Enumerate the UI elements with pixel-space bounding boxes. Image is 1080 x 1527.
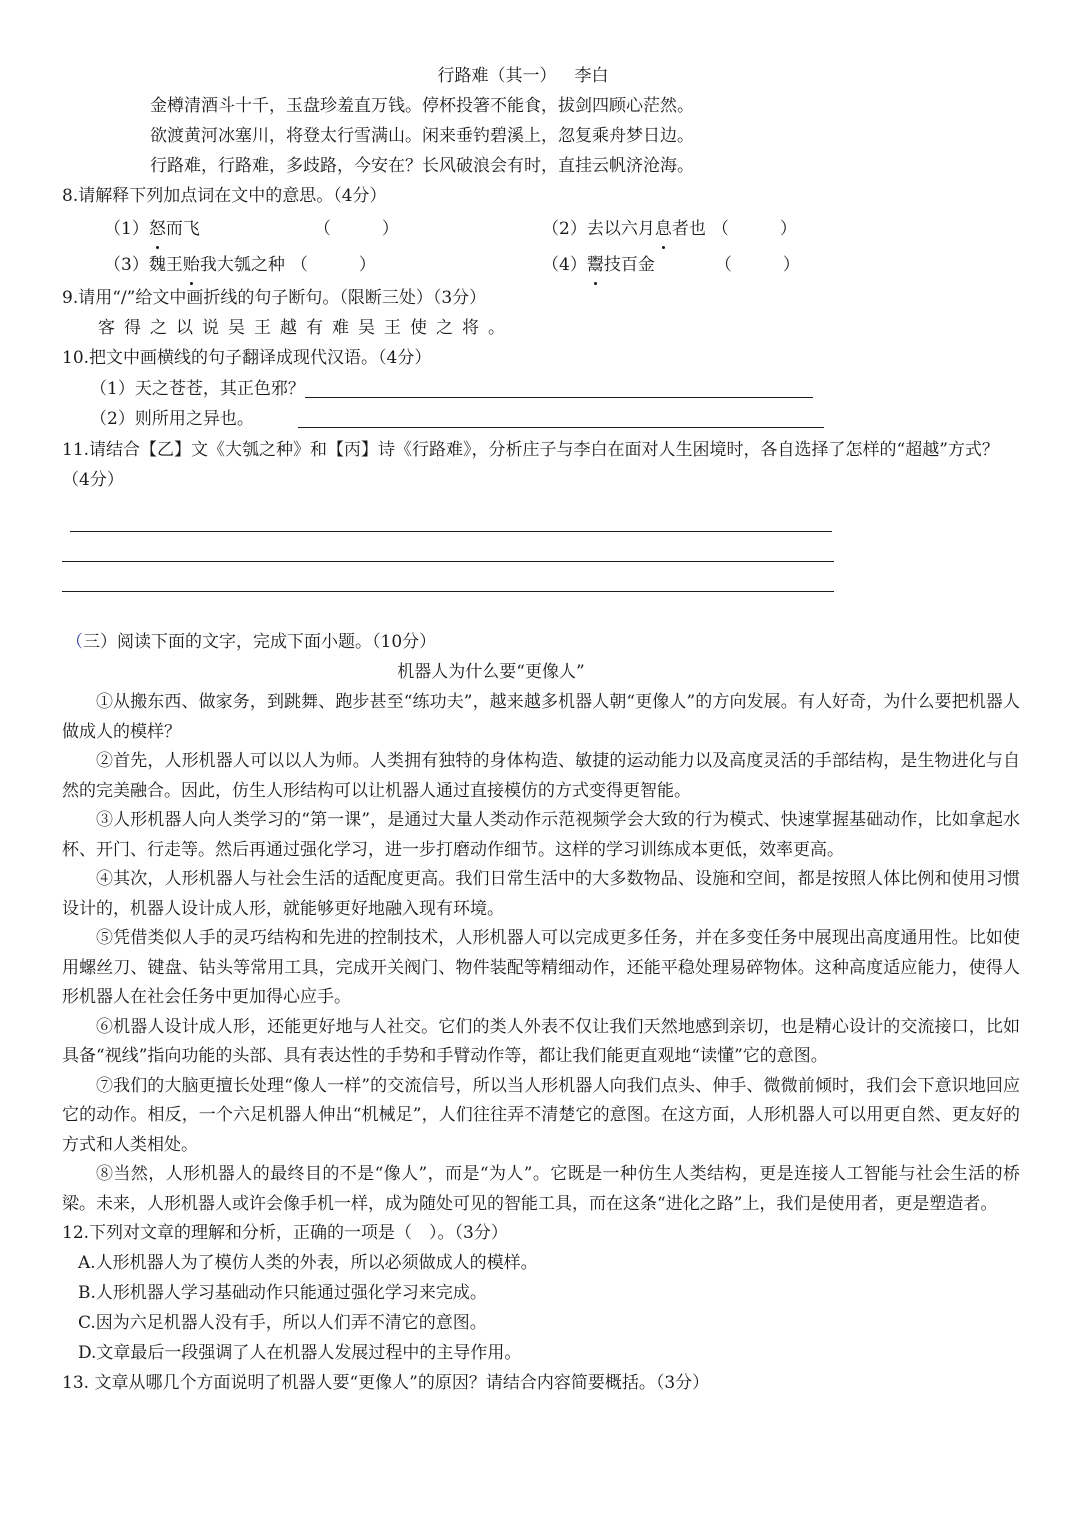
item-text-post: 者也 bbox=[671, 219, 706, 240]
poem-line: 行路难，行路难，多歧路，今安在？长风破浪会有时，直挂云帆济沧海。 bbox=[150, 156, 694, 176]
option-d[interactable]: D.文章最后一段强调了人在机器人发展过程中的主导作用。 bbox=[78, 1343, 522, 1363]
question-9-sentence: 客得之以说吴王越有难吴王使之将。 bbox=[98, 318, 514, 338]
item-text-pre: 去以六月 bbox=[586, 219, 655, 240]
item-number: （4） bbox=[542, 255, 587, 276]
article-paragraph: ⑧当然，人形机器人的最终目的不是“像人”，而是“为人”。它既是一种仿生人类结构，更是连接人工智能与社会生活的桥梁。未来，人形机器人或许会像手机一样，成为随处可见的智能工具，而在这条“进化之路”上，我们是使用者，更是塑造者。 bbox=[62, 1164, 1020, 1214]
poem-title-text: 行路难（其一） bbox=[437, 66, 557, 86]
question-10-item-1 bbox=[62, 374, 1020, 404]
question-8-item-3 bbox=[62, 251, 542, 281]
question-8-item-2 bbox=[542, 215, 1020, 245]
question-10-item-2 bbox=[62, 404, 1020, 434]
option-a[interactable]: A.人形机器人为了模仿人类的外表，所以必须做成人的模样。 bbox=[78, 1253, 538, 1273]
poem-line: 欲渡黄河冰塞川，将登太行雪满山。闲来垂钓碧溪上，忽复乘舟梦日边。 bbox=[150, 126, 694, 146]
answer-blank[interactable]: （ ） bbox=[290, 255, 376, 276]
item-number: （3） bbox=[104, 255, 149, 276]
section-open-paren: （ bbox=[66, 632, 83, 652]
question-9-stem: 9.请用“/”给文中画折线的句子断句。（限断三处）（3分） bbox=[62, 288, 487, 308]
question-8-stem: 8.请解释下列加点词在文中的意思。（4分） bbox=[62, 186, 387, 206]
poem-line: 金樽清酒斗十千，玉盘珍羞直万钱。停杯投箸不能食，拔剑四顾心茫然。 bbox=[150, 96, 694, 116]
item-text-post: 技百金 bbox=[603, 255, 655, 276]
option-c[interactable]: C.因为六足机器人没有手，所以人们弄不清它的意图。 bbox=[78, 1313, 487, 1333]
item-text-post: 而飞 bbox=[165, 219, 200, 240]
question-8-row bbox=[62, 248, 1020, 284]
option-b[interactable]: B.人形机器人学习基础动作只能通过强化学习来完成。 bbox=[78, 1283, 487, 1303]
translate-sentence: （2）则所用之异也。 bbox=[90, 408, 254, 429]
item-number: （1） bbox=[104, 219, 149, 240]
item-text-pre: 魏王 bbox=[148, 255, 183, 276]
answer-blank[interactable]: （ ） bbox=[711, 219, 797, 240]
article-title: 机器人为什么要“更像人” bbox=[397, 662, 585, 682]
question-13-stem: 13. 文章从哪几个方面说明了机器人要“更像人”的原因？请结合内容简要概括。（3分） bbox=[62, 1373, 710, 1393]
answer-line[interactable] bbox=[305, 377, 813, 398]
question-8-item-4 bbox=[542, 251, 1020, 281]
article-paragraph: ②首先，人形机器人可以以人为师。人类拥有独特的身体构造、敏捷的运动能力以及高度灵活的手部结构，是生物进化与自然的完美融合。因此，仿生人形结构可以让机器人通过直接模仿的方式变得更智能。 bbox=[62, 751, 1020, 801]
dotted-word: 鬻 bbox=[587, 251, 604, 281]
item-number: （2） bbox=[542, 219, 587, 240]
question-11-stem: 11.请结合【乙】文《大瓠之种》和【丙】诗《行路难》，分析庄子与李白在面对人生困境时，各自选择了怎样的“超越”方式？（4分） bbox=[62, 440, 999, 490]
poem-author: 李白 bbox=[574, 66, 609, 86]
article-paragraph: ⑤凭借类似人手的灵巧结构和先进的控制技术，人形机器人可以完成更多任务，并在多变任务中展现出高度通用性。比如使用螺丝刀、键盘、钻头等常用工具，完成开关阀门、物件装配等精细动作，还能平稳处理易碎物体。这种高度适应能力，使得人形机器人在社会任务中更加得心应手。 bbox=[62, 928, 1020, 1007]
article-paragraph: ③人形机器人向人类学习的“第一课”，是通过大量人类动作示范视频学会大致的行为模式、快速掌握基础动作，比如拿起水杯、开门、行走等。然后再通过强化学习，进一步打磨动作细节。这样的学习训练成本更低，效率更高。 bbox=[62, 810, 1020, 860]
translate-sentence: （1）天之苍苍，其正色邪？ bbox=[90, 378, 305, 399]
question-10-stem: 10.把文中画横线的句子翻译成现代汉语。（4分） bbox=[62, 348, 432, 368]
section-3-heading-text: 三）阅读下面的文字，完成下面小题。（10分） bbox=[83, 632, 437, 652]
answer-line[interactable] bbox=[298, 407, 824, 428]
question-12-stem: 12.下列对文章的理解和分析，正确的一项是（ ）。（3分） bbox=[62, 1223, 508, 1243]
item-text-post: 我大瓠之种 bbox=[199, 255, 285, 276]
poem-title bbox=[62, 62, 1020, 92]
answer-blank[interactable]: （ ） bbox=[313, 219, 399, 240]
dotted-word: 贻 bbox=[183, 251, 200, 281]
section-3-heading bbox=[62, 628, 1020, 658]
dotted-word: 息 bbox=[655, 215, 672, 245]
article-paragraph: ⑦我们的大脑更擅长处理“像人一样”的交流信号，所以当人形机器人向我们点头、伸手、微微前倾时，我们会下意识地回应它的动作。相反，一个六足机器人伸出“机械足”，人们往往弄不清楚它的意图。在这方面，人形机器人可以用更自然、更友好的方式和人类相处。 bbox=[62, 1075, 1020, 1155]
question-8-row bbox=[62, 212, 1020, 248]
article-paragraph: ①从搬东西、做家务，到跳舞、跑步甚至“练功夫”，越来越多机器人朝“更像人”的方向发展。有人好奇，为什么要把机器人做成人的模样？ bbox=[62, 692, 1020, 742]
exam-page bbox=[62, 62, 1020, 1399]
answer-blank[interactable]: （ ） bbox=[714, 255, 800, 276]
dotted-word: 怒 bbox=[149, 215, 166, 245]
article-paragraph: ⑥机器人设计成人形，还能更好地与人社交。它们的类人外表不仅让我们天然地感到亲切，也是精心设计的交流接口，比如具备“视线”指向功能的头部、具有表达性的手势和手臂动作等，都让我们能更直观地“读懂”它的意图。 bbox=[62, 1016, 1020, 1066]
question-8-item-1 bbox=[62, 215, 542, 245]
article-paragraph: ④其次，人形机器人与社会生活的适配度更高。我们日常生活中的大多数物品、设施和空间，都是按照人体比例和使用习惯设计的，机器人设计成人形，就能够更好地融入现有环境。 bbox=[62, 869, 1020, 919]
